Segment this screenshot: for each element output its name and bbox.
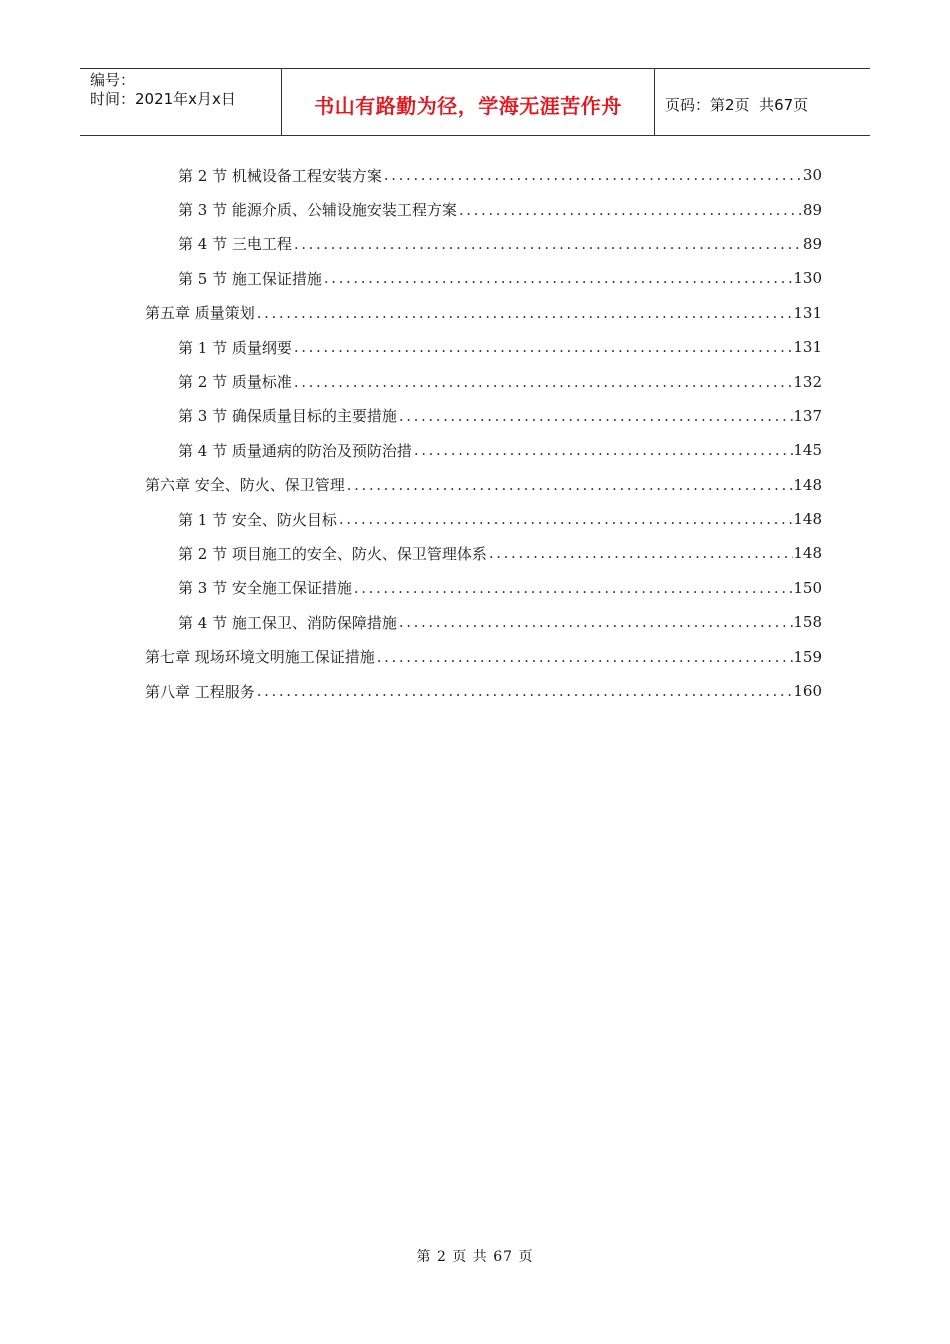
- toc-dot-leader: [375, 648, 794, 666]
- toc-dot-leader: [255, 682, 794, 700]
- toc-dot-leader: [337, 510, 794, 528]
- header-page-cell: [655, 69, 870, 135]
- toc-entry-page: 150: [793, 578, 822, 597]
- header-page-info: 页码：第2页 共67页: [665, 95, 809, 114]
- toc-chapter-entry[interactable]: [145, 674, 822, 708]
- toc-section-entry[interactable]: [145, 227, 822, 261]
- toc-entry-label: 第 5 节 施工保证措施: [178, 269, 322, 288]
- page-header: [80, 68, 870, 136]
- header-motto: 书山有路勤为径，学海无涯苦作舟: [314, 93, 622, 118]
- toc-entry-label: 第 4 节 三电工程: [178, 235, 292, 254]
- toc-entry-label: 第 2 节 项目施工的安全、防火、保卫管理体系: [178, 544, 487, 563]
- toc-dot-leader: [292, 373, 794, 391]
- document-number-label: 编号：: [90, 71, 136, 89]
- toc-entry-label: 第 1 节 安全、防火目标: [178, 510, 337, 529]
- header-meta-cell: [80, 69, 282, 135]
- toc-chapter-entry[interactable]: [145, 639, 822, 673]
- toc-dot-leader: [322, 269, 794, 287]
- toc-section-entry[interactable]: [145, 571, 822, 605]
- toc-entry-page: 148: [793, 544, 822, 563]
- toc-section-entry[interactable]: [145, 605, 822, 639]
- toc-entry-label: 第六章 安全、防火、保卫管理: [145, 476, 345, 495]
- toc-section-entry[interactable]: [145, 536, 822, 570]
- header-motto-cell: [282, 69, 655, 135]
- toc-section-entry[interactable]: [145, 399, 822, 433]
- toc-dot-leader: [397, 613, 794, 631]
- toc-dot-leader: [382, 166, 803, 184]
- toc-entry-page: 89: [802, 234, 822, 253]
- toc-chapter-entry[interactable]: [145, 468, 822, 502]
- toc-dot-leader: [457, 201, 803, 219]
- toc-dot-leader: [292, 338, 794, 356]
- toc-section-entry[interactable]: [145, 364, 822, 398]
- toc-section-entry[interactable]: [145, 330, 822, 364]
- toc-entry-page: 148: [793, 510, 822, 529]
- toc-dot-leader: [487, 544, 794, 562]
- toc-entry-label: 第 3 节 安全施工保证措施: [178, 579, 352, 598]
- toc-entry-page: 89: [802, 200, 822, 219]
- toc-entry-label: 第 1 节 质量纲要: [178, 338, 292, 357]
- toc-entry-page: 159: [793, 647, 822, 666]
- toc-entry-page: 30: [802, 166, 822, 185]
- toc-entry-label: 第 2 节 质量标准: [178, 373, 292, 392]
- toc-entry-label: 第 4 节 质量通病的防治及预防治措: [178, 441, 412, 460]
- toc-entry-label: 第八章 工程服务: [145, 682, 255, 701]
- toc-entry-label: 第 3 节 确保质量目标的主要措施: [178, 407, 397, 426]
- toc-entry-page: 137: [793, 406, 822, 425]
- toc-entry-page: 131: [793, 303, 822, 322]
- toc-section-entry[interactable]: [145, 261, 822, 295]
- toc-section-entry[interactable]: [145, 192, 822, 226]
- toc-dot-leader: [345, 476, 794, 494]
- toc-entry-page: 148: [793, 475, 822, 494]
- toc-entry-page: 132: [793, 372, 822, 391]
- toc-entry-label: 第 2 节 机械设备工程安装方案: [178, 166, 382, 185]
- toc-chapter-entry[interactable]: [145, 296, 822, 330]
- table-of-contents: [145, 158, 822, 708]
- toc-entry-page: 145: [793, 441, 822, 460]
- toc-entry-label: 第 4 节 施工保卫、消防保障措施: [178, 613, 397, 632]
- toc-dot-leader: [255, 304, 794, 322]
- toc-section-entry[interactable]: [145, 433, 822, 467]
- toc-section-entry[interactable]: [145, 158, 822, 192]
- toc-entry-page: 158: [793, 613, 822, 632]
- page-footer: 第 2 页 共 67 页: [416, 1249, 534, 1265]
- toc-entry-label: 第五章 质量策划: [145, 304, 255, 323]
- toc-entry-page: 160: [793, 682, 822, 701]
- document-time-label: 时间：2021年x月x日: [90, 90, 236, 108]
- toc-entry-label: 第七章 现场环境文明施工保证措施: [145, 648, 375, 667]
- toc-entry-page: 130: [793, 269, 822, 288]
- toc-dot-leader: [352, 579, 794, 597]
- toc-dot-leader: [292, 235, 803, 253]
- toc-dot-leader: [412, 441, 794, 459]
- toc-entry-page: 131: [793, 338, 822, 357]
- toc-section-entry[interactable]: [145, 502, 822, 536]
- toc-dot-leader: [397, 407, 794, 425]
- toc-entry-label: 第 3 节 能源介质、公辅设施安装工程方案: [178, 201, 457, 220]
